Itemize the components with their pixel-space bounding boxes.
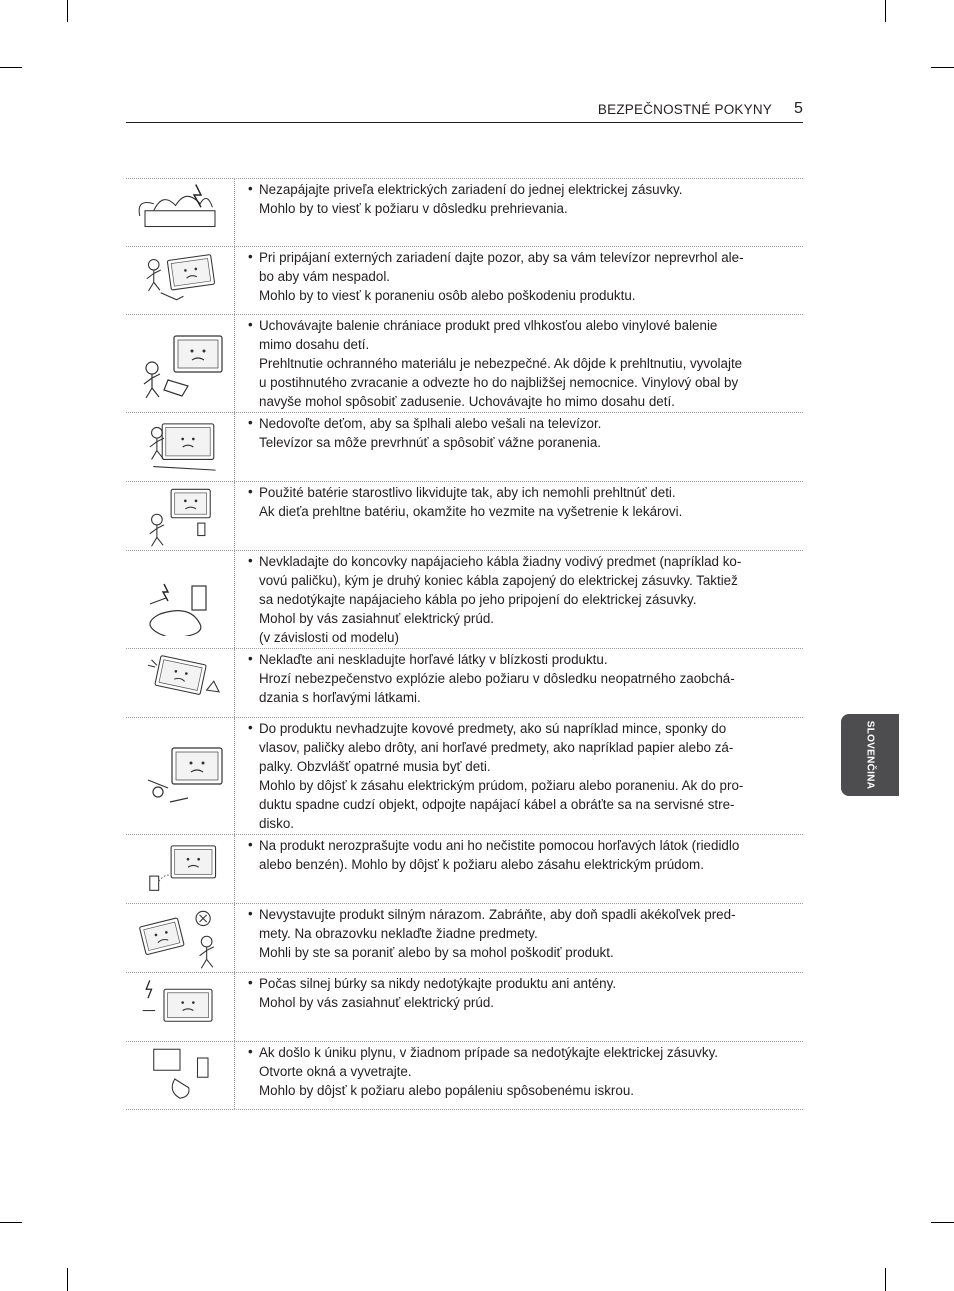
safety-item-line: duktu spadne cudzí objekt, odpojte napájací kábel a obráťte sa na servisné stre- xyxy=(259,797,735,812)
safety-item-line: mimo dosahu detí. xyxy=(259,337,370,352)
water-spray-icon xyxy=(126,835,235,903)
bullet-marker: • xyxy=(248,975,253,990)
lightning-storm-icon xyxy=(126,973,235,1041)
safety-item-line: dzania s horľavými látkami. xyxy=(259,690,421,705)
safety-item-line: disko. xyxy=(259,816,294,831)
safety-item-line: Ak dieťa prehltne batériu, okamžite ho vezmite na vyšetrenie k lekárovi. xyxy=(259,504,683,519)
safety-item xyxy=(126,1041,803,1110)
safety-item xyxy=(126,246,803,314)
safety-item-line: Uchovávajte balenie chrániace produkt pred vlhkosťou alebo vinylové balenie xyxy=(259,318,718,333)
safety-item-text xyxy=(235,413,803,481)
language-tab-label: SLOVENČINA xyxy=(864,720,876,790)
safety-item-line: mety. Na obrazovku neklaďte žiadne predmety. xyxy=(259,926,538,941)
safety-item xyxy=(126,178,803,246)
safety-item-line: Pri pripájaní externých zariadení dajte pozor, aby sa vám televízor neprevrhol ale- xyxy=(259,250,744,265)
power-strip-overload-icon xyxy=(126,179,235,246)
safety-item-line: navyše mohol spôsobiť zadusenie. Uchovávajte ho mimo dosahu detí. xyxy=(259,394,675,409)
safety-item-text xyxy=(235,835,803,903)
safety-item xyxy=(126,314,803,412)
safety-item-line: Mohlo by dôjsť k zásahu elektrickým prúdom, požiaru alebo poraneniu. Ak do pro- xyxy=(259,778,744,793)
safety-item-line: Mohlo by to viesť k požiaru v dôsledku prehrievania. xyxy=(259,201,568,216)
safety-item-text xyxy=(235,718,803,834)
bullet-marker: • xyxy=(248,1044,253,1059)
safety-item-line: Nevystavujte produkt silným nárazom. Zabráňte, aby doň spadli akékoľvek pred- xyxy=(259,907,736,922)
bullet-marker: • xyxy=(248,837,253,852)
safety-item-line: Nezapájajte priveľa elektrických zariadení do jednej elektrickej zásuvky. xyxy=(259,182,683,197)
safety-item xyxy=(126,834,803,903)
safety-item xyxy=(126,717,803,834)
safety-item-line: Televízor sa môže prevrhnúť a spôsobiť vážne poranenia. xyxy=(259,435,602,450)
safety-item xyxy=(126,972,803,1041)
safety-item-line: Neklaďte ani neskladujte horľavé látky v blízkosti produktu. xyxy=(259,652,608,667)
safety-item-line: Ak došlo k úniku plynu, v žiadnom prípade sa nedotýkajte elektrickej zásuvky. xyxy=(259,1045,718,1060)
packaging-child-icon xyxy=(126,315,235,412)
child-climbing-tv-icon xyxy=(126,413,235,481)
safety-item-line: Prehltnutie ochranného materiálu je nebezpečné. Ak dôjde k prehltnutiu, vyvolajte xyxy=(259,356,743,371)
crop-mark xyxy=(67,1268,68,1291)
safety-item-text xyxy=(235,1042,803,1109)
safety-item-text xyxy=(235,904,803,972)
battery-child-icon xyxy=(126,482,235,550)
safety-item-line: Do produktu nevhadzujte kovové predmety, ako sú napríklad mince, sponky do xyxy=(259,721,727,736)
safety-item-line: bo aby vám nespadol. xyxy=(259,269,391,284)
safety-item-line: vovú paličku), kým je druhý koniec kábla zapojený do elektrickej zásuvky. Taktiež xyxy=(259,573,738,588)
safety-item-line: Použité batérie starostlivo likvidujte tak, aby ich nemohli prehltnúť deti. xyxy=(259,485,676,500)
bullet-marker: • xyxy=(248,415,253,430)
crop-mark xyxy=(931,1222,954,1223)
crop-mark xyxy=(931,67,954,68)
safety-item-line: sa nedotýkajte napájacieho kábla po jeho pripojení do elektrickej zásuvky. xyxy=(259,592,697,607)
bullet-marker: • xyxy=(248,720,253,735)
tv-tipping-child-icon xyxy=(126,247,235,314)
crop-mark xyxy=(885,0,886,22)
safety-item-text xyxy=(235,973,803,1041)
safety-item xyxy=(126,412,803,481)
safety-item-line: Nevkladajte do koncovky napájacieho kábla žiadny vodivý predmet (napríklad ko- xyxy=(259,554,742,569)
bullet-marker: • xyxy=(248,651,253,666)
safety-item-line: Hrozí nebezpečenstvo explózie alebo požiaru v dôsledku neopatrného zaobchá- xyxy=(259,671,735,686)
safety-item-line: Mohol by vás zasiahnuť elektrický prúd. xyxy=(259,995,495,1010)
bullet-marker: • xyxy=(248,181,253,196)
safety-item xyxy=(126,903,803,972)
section-title: BEZPEČNOSTNÉ POKYNY xyxy=(597,102,772,117)
safety-item-line: palky. Obzvlášť opatrné musia byť deti. xyxy=(259,759,491,774)
safety-item-line: Mohlo by to viesť k poraneniu osôb alebo poškodeniu produktu. xyxy=(259,288,636,303)
bullet-marker: • xyxy=(248,553,253,568)
power-cord-plug-icon xyxy=(126,551,235,648)
safety-item-line: Mohol by vás zasiahnuť elektrický prúd. xyxy=(259,611,495,626)
crop-mark xyxy=(0,1222,22,1223)
bullet-marker: • xyxy=(248,249,253,264)
bullet-marker: • xyxy=(248,317,253,332)
bullet-marker: • xyxy=(248,484,253,499)
safety-list xyxy=(126,178,803,1110)
safety-item-text xyxy=(235,247,803,314)
safety-item-line: Otvorte okná a vyvetrajte. xyxy=(259,1064,412,1079)
language-tab xyxy=(841,714,899,796)
safety-item-line: Mohli by ste sa poraniť alebo by sa mohol poškodiť produkt. xyxy=(259,945,614,960)
safety-item xyxy=(126,481,803,550)
bullet-marker: • xyxy=(248,906,253,921)
metal-objects-icon xyxy=(126,718,235,834)
safety-item-line: Počas silnej búrky sa nikdy nedotýkajte produktu ani antény. xyxy=(259,976,617,991)
gas-leak-outlet-icon xyxy=(126,1042,235,1109)
flammable-substance-icon xyxy=(126,649,235,717)
safety-item-line: Na produkt nerozprašujte vodu ani ho nečistite pomocou horľavých látok (riedidlo xyxy=(259,838,740,853)
crop-mark xyxy=(885,1268,886,1291)
safety-item-line: (v závislosti od modelu) xyxy=(259,630,399,645)
safety-item-text xyxy=(235,649,803,717)
crop-mark xyxy=(67,0,68,22)
impact-ball-icon xyxy=(126,904,235,972)
safety-item xyxy=(126,550,803,648)
header-rule xyxy=(126,122,803,123)
safety-item-text xyxy=(235,315,803,412)
safety-item-text xyxy=(235,482,803,550)
safety-item-line: alebo benzén). Mohlo by dôjsť k požiaru alebo zásahu elektrickým prúdom. xyxy=(259,857,704,872)
safety-item-line: Mohlo by dôjsť k požiaru alebo popáleniu spôsobenému iskrou. xyxy=(259,1083,634,1098)
crop-mark xyxy=(0,67,22,68)
page-number: 5 xyxy=(794,100,803,117)
safety-item-text xyxy=(235,179,803,246)
safety-item-line: u postihnutého zvracanie a odvezte ho do najbližšej nemocnice. Vinylový obal by xyxy=(259,375,739,390)
safety-item xyxy=(126,648,803,717)
safety-item-line: Nedovoľte deťom, aby sa šplhali alebo vešali na televízor. xyxy=(259,416,602,431)
safety-item-text xyxy=(235,551,803,648)
safety-item-line: vlasov, paličky alebo drôty, ani horľavé predmety, ako napríklad papier alebo zá- xyxy=(259,740,734,755)
